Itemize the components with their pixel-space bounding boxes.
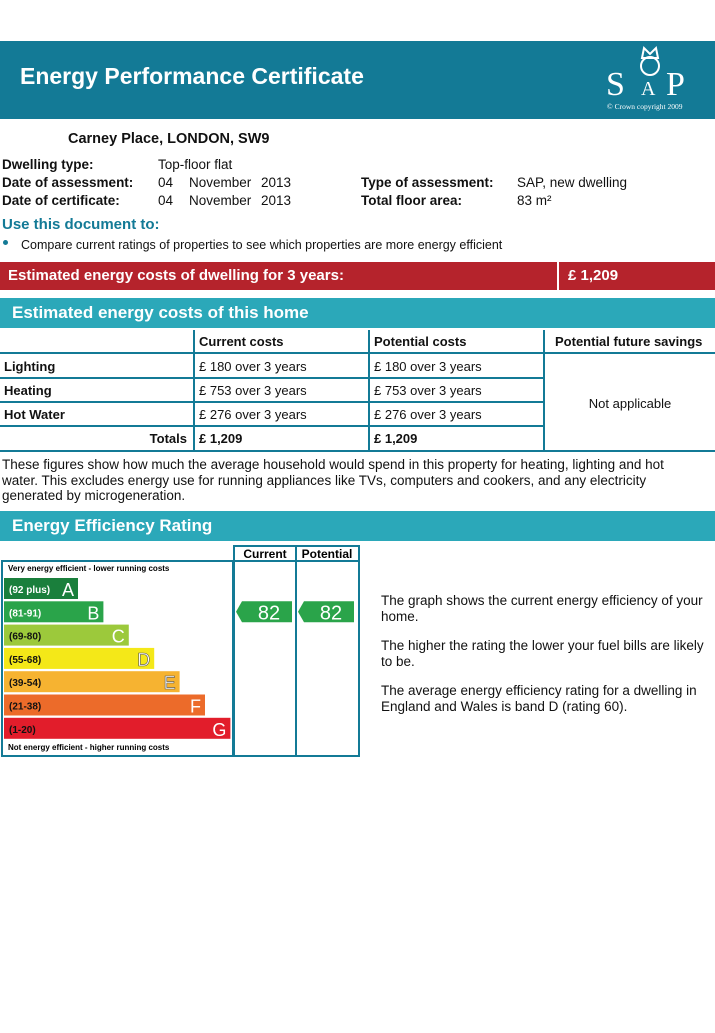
potential-column-header: Potential [301,547,353,561]
type-assessment-label: Type of assessment: [361,175,494,190]
costs-section-heading: Estimated energy costs of this home [12,303,309,322]
costs-explanation: These figures show how much the average household would spend in this property for heating, lighting and hot water. This excludes energy use for running appliances like TVs, computers and cookers, and any electricity generated by microgeneration. [2,457,664,503]
date-certificate-day: 04 [158,193,174,208]
band-c-range: (69-80) [9,631,42,643]
row-hotwater-potential: £ 276 over 3 years [374,407,482,422]
energy-rating-chart [0,544,365,760]
savings-value: Not applicable [588,396,672,411]
date-assessment-label: Date of assessment: [2,175,134,190]
totals-potential: £ 1,209 [374,431,418,446]
potential-column [296,546,359,756]
band-c-letter: C [111,626,125,647]
date-certificate-year: 2013 [261,193,292,208]
band-b-letter: B [87,603,100,624]
date-assessment-month: November [189,175,252,190]
band-a-range: (92 plus) [9,585,51,596]
dwelling-type-value: Top-floor flat [158,157,233,172]
col-potential-header: Potential costs [374,334,467,349]
row-heating-potential: £ 753 over 3 years [374,383,482,398]
estimated-total-value: £ 1,209 [568,267,619,284]
col-current-header: Current costs [199,334,284,349]
floor-area-value: 83 m² [517,193,552,208]
band-f-range: (21-38) [9,701,42,713]
band-a-letter: A [61,580,74,600]
date-certificate-month: November [189,193,252,208]
sap-logo [604,44,696,114]
bullet-icon [3,240,8,245]
band-f-letter: F [190,696,201,717]
band-g-letter: G [212,719,227,740]
potential-rating-value: 82 [319,602,343,625]
totals-label: Totals [149,431,187,446]
row-hotwater-label: Hot Water [4,407,65,422]
band-e-range: (39-54) [9,678,42,690]
col-savings-header: Potential future savings [555,334,703,349]
row-lighting-potential: £ 180 over 3 years [374,359,482,374]
row-lighting-label: Lighting [4,359,56,374]
band-d-letter: D [137,649,151,670]
rating-explanation-3: The average energy efficiency rating for a dwelling in England and Wales is band D (rating 60). [381,683,697,714]
dwelling-type-label: Dwelling type: [2,157,94,172]
rating-explanation-1: The graph shows the current energy efficiency of your home. [381,593,703,624]
current-rating-value: 82 [257,602,281,625]
sap-logo-letter-a: A [641,78,656,100]
band-g-bar [4,718,230,739]
date-certificate-label: Date of certificate: [2,193,120,208]
current-column [234,546,296,756]
use-document-bullet: Compare current ratings of properties to see which properties are more energy efficient [21,238,503,252]
estimated-total-label: Estimated energy costs of dwelling for 3 years: [8,267,344,284]
floor-area-label: Total floor area: [361,193,463,208]
rating-section-heading: Energy Efficiency Rating [12,516,213,535]
crown-icon [641,48,659,75]
rating-top-caption: Very energy efficient - lower running costs [8,564,170,573]
row-hotwater-current: £ 276 over 3 years [199,407,307,422]
costs-table [0,330,715,452]
type-assessment-value: SAP, new dwelling [517,175,628,190]
sap-logo-letter-p: P [666,66,685,103]
band-e-letter: E [163,673,176,694]
band-d-range: (55-68) [9,654,42,666]
band-g-range: (1-20) [9,724,36,736]
property-address: Carney Place, LONDON, SW9 [68,131,270,147]
page-title: Energy Performance Certificate [20,63,364,89]
date-assessment-year: 2013 [261,175,292,190]
band-b-range: (81-91) [9,608,42,620]
row-lighting-current: £ 180 over 3 years [199,359,307,374]
current-column-header: Current [243,547,287,561]
date-assessment-day: 04 [158,175,174,190]
rating-bottom-caption: Not energy efficient - higher running costs [8,743,170,752]
totals-current: £ 1,209 [199,431,243,446]
use-document-heading: Use this document to: [2,216,160,233]
rating-explanation-2: The higher the rating the lower your fuel bills are likely to be. [381,638,704,669]
copyright-text: © Crown copyright 2009 [607,102,683,111]
sap-logo-letter-s: S [606,66,625,103]
estimated-total-divider [557,262,559,290]
row-heating-current: £ 753 over 3 years [199,383,307,398]
row-heating-label: Heating [4,383,52,398]
